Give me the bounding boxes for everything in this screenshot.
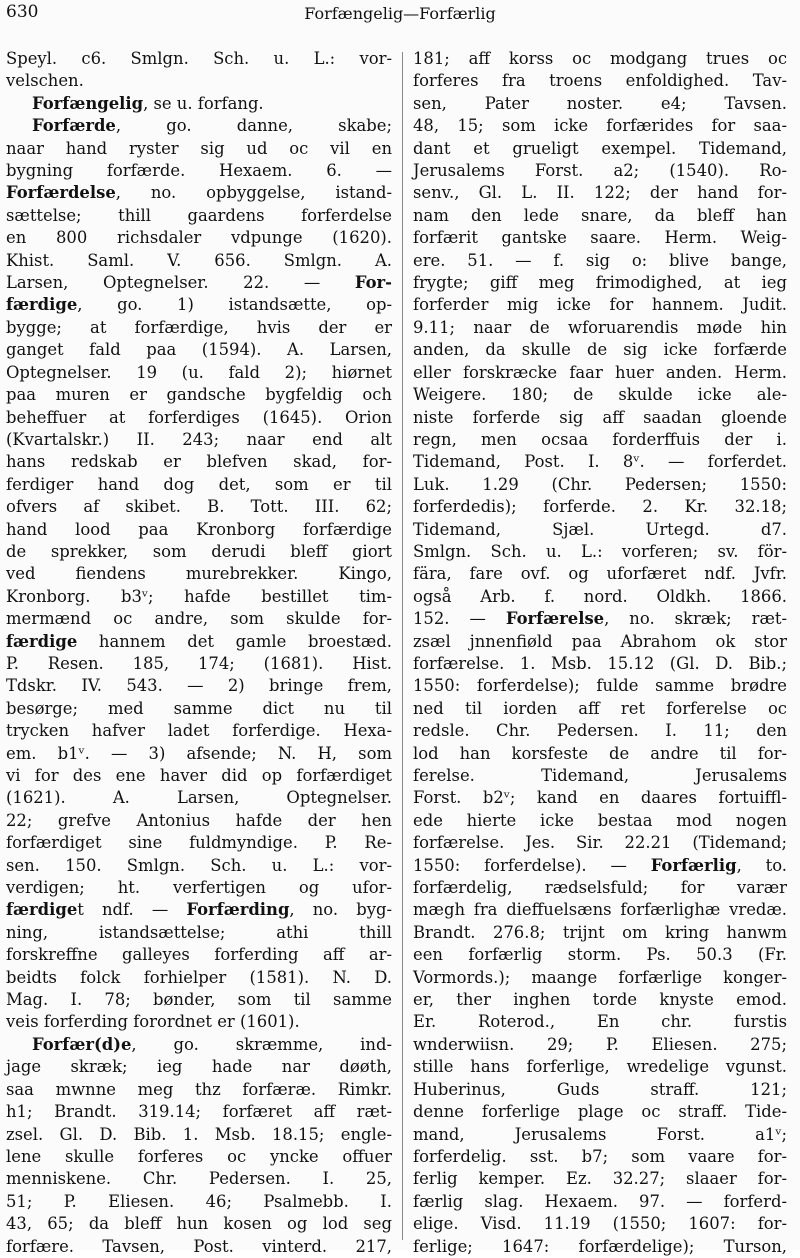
left-column-line: Optegnelser. 19 (u. fald 2); hiørnet: [6, 362, 392, 382]
right-column-line: forferes fra troens enfoldighed. Tav-: [413, 71, 787, 91]
left-column-line: Forfærde, go. danne, skabe;: [32, 116, 392, 136]
left-column-line: færdige, go. 1) istandsætte, op-: [6, 295, 392, 315]
right-column-line: elige. Visd. 11.19 (1550; 1607: for-: [413, 1214, 787, 1234]
right-column-line: Weigere. 180; de skulde icke ale-: [413, 385, 787, 405]
right-column-line: dant et grueligt exempel. Tidemand,: [413, 138, 787, 158]
left-column-line: bygning forfærde. Hexaem. 6. —: [6, 161, 392, 181]
left-column-line: Forfængelig, se u. forfang.: [32, 93, 264, 113]
left-column-line: beheffuer at forferdiges (1645). Orion: [6, 407, 392, 427]
right-column-line: frygte; giff meg frimodighed, at ieg: [413, 273, 787, 293]
right-column-line: 152. — Forfærelse, no. skræk; ræt-: [413, 609, 787, 629]
right-column-line: ferlig kemper. Ez. 32.27; slaaer for-: [413, 1169, 787, 1189]
left-column-line: Larsen, Optegnelser. 22. — For-: [6, 273, 392, 293]
right-column-line: forferder mig icke for hannem. Judit.: [413, 295, 787, 315]
right-column-line: er, ther inghen torde knyste emod.: [413, 990, 787, 1010]
left-column-line: Kronborg. b3ᵛ; hafde bestillet tim-: [6, 586, 392, 606]
left-column-line: sen. 150. Smlgn. Sch. u. L.: vor-: [6, 855, 392, 875]
right-column-line: een forfærlig storm. Ps. 50.3 (Fr.: [413, 945, 787, 965]
right-column-line: Smlgn. Sch. u. L.: vorferen; sv. för-: [413, 541, 787, 561]
right-column-line: Luk. 1.29 (Chr. Pedersen; 1550:: [413, 474, 787, 494]
right-column-line: fära, fare ovf. og uforfæret ndf. Jvfr.: [413, 564, 787, 584]
right-column-line: forfærelse. 1. Msb. 15.12 (Gl. D. Bib.;: [413, 653, 787, 673]
right-column-line: regn, men ocsaa forderffuis der i.: [413, 429, 787, 449]
left-column-line: en 800 richsdaler vdpunge (1620).: [6, 228, 392, 248]
left-column-line: 22; grefve Antonius hafde der hen: [6, 810, 392, 830]
right-column-line: wnderwiisn. 29; P. Eliesen. 275;: [413, 1034, 787, 1054]
left-column-line: ved fiendens murebrekker. Kingo,: [6, 564, 392, 584]
right-column-line: ferlige; 1647: forfærdelige); Turson,: [413, 1236, 787, 1256]
right-column-line: 9.11; naar de wforuarendis møde hin: [413, 317, 787, 337]
left-column-line: ning, istandsættelse; athi thill: [6, 922, 392, 942]
right-column-line: Brandt. 276.8; trijnt om kring hanwm: [413, 922, 787, 942]
left-column-line: (Kvartalskr.) II. 243; naar end alt: [6, 429, 392, 449]
left-column-line: Forfærdelse, no. opbyggelse, istand-: [6, 183, 392, 203]
left-column-line: 51; P. Eliesen. 46; Psalmebb. I.: [6, 1191, 392, 1211]
left-column-line: besørge; med samme dict nu til: [6, 698, 392, 718]
right-column-line: senv., Gl. L. II. 122; der hand for-: [413, 183, 787, 203]
page-header: [0, 0, 800, 40]
left-column-line: forskreffne galleyes forferding aff ar-: [6, 945, 392, 965]
left-column-line: trycken hafver ladet forferdige. Hexa-: [6, 721, 392, 741]
left-column-line: h1; Brandt. 319.14; forfæret aff ræt-: [6, 1102, 392, 1122]
left-column-line: Tdskr. IV. 543. — 2) bringe frem,: [6, 676, 392, 696]
right-column-line: lod han korsfeste de andre til for-: [413, 743, 787, 763]
left-column-line: færdiget ndf. — Forfærding, no. byg-: [6, 900, 392, 920]
left-column-line: naar hand ryster sig ud oc vil en: [6, 138, 392, 158]
left-column-line: 43, 65; da bleff hun kosen og lod seg: [6, 1214, 392, 1234]
left-column-line: ofvers af skibet. B. Tott. III. 62;: [6, 497, 392, 517]
left-column-line: em. b1ᵛ. — 3) afsende; N. H, som: [6, 743, 392, 763]
right-column-line: forferdedis); forferde. 2. Kr. 32.18;: [413, 497, 787, 517]
left-column-line: velschen.: [6, 71, 84, 91]
right-column-line: nam den lede snare, da bleff han: [413, 205, 787, 225]
right-column-line: anden, da skulle de sig icke forfærde: [413, 340, 787, 360]
left-column-line: Speyl. c6. Smlgn. Sch. u. L.: vor-: [6, 49, 392, 68]
right-column-line: 181; aff korss oc modgang trues oc: [413, 49, 787, 68]
right-column-line: sen, Pater noster. e4; Tavsen.: [413, 93, 787, 113]
left-column-line: Forfær(d)e, go. skræmme, ind-: [32, 1034, 392, 1054]
left-column: [6, 48, 392, 1256]
left-column-line: forfærdiget sine fuldmyndige. P. Re-: [6, 833, 392, 853]
right-column-line: forfærdelig, rædselsfuld; for varær: [413, 878, 787, 898]
right-column-line: mægh fra dieffuelsæns forfærlighæ vredæ.: [413, 900, 787, 920]
right-column-line: stille hans forferlige, wredelige vgunst.: [413, 1057, 787, 1077]
right-column-line: ede hierte icke bestaa mod nogen: [413, 810, 787, 830]
right-column-line: Forst. b2ᵛ; kand en daares fortuiffl-: [413, 788, 787, 808]
left-column-line: forfære. Tavsen, Post. vinterd. 217,: [6, 1236, 392, 1256]
left-column-line: hans redskab er blefven skad, for-: [6, 452, 392, 472]
right-column-line: også Arb. f. nord. Oldkh. 1866.: [413, 586, 787, 606]
left-column-line: lene skulle forferes oc yncke offuer: [6, 1146, 392, 1166]
column-divider: [402, 52, 403, 1240]
right-column-line: zsæl jnnenfiøld paa Abrahom ok stor: [413, 631, 787, 651]
left-column-line: mermænd oc andre, som skulde for-: [6, 609, 392, 629]
left-column-line: de sprekker, som derudi bleff giort: [6, 541, 392, 561]
left-column-line: ferdiger hand dog det, som er til: [6, 474, 392, 494]
right-column-line: forferdelig. sst. b7; som vaare for-: [413, 1146, 787, 1166]
left-column-line: zsel. Gl. D. Bib. 1. Msb. 18.15; engle-: [6, 1124, 392, 1144]
left-column-line: vi for des ene haver did op forfærdiget: [6, 766, 392, 785]
right-column: [413, 48, 788, 1256]
right-column-line: Vormords.); maange forfærlige konger-: [413, 967, 787, 987]
right-column-line: Huberinus, Guds straff. 121;: [413, 1079, 787, 1099]
left-column-line: sættelse; thill gaardens forferdelse: [6, 205, 392, 225]
right-column-line: færlig slag. Hexaem. 97. — forferd-: [413, 1191, 787, 1211]
right-column-line: 1550: forferdelse). — Forfærlig, to.: [413, 855, 788, 875]
right-column-line: Tidemand, Sjæl. Urtegd. d7.: [413, 519, 787, 539]
right-column-line: Jerusalems Forst. a2; (1540). Ro-: [413, 161, 787, 181]
page-number: 630: [6, 2, 39, 22]
right-column-line: niste forferde sig aff saadan gloende: [413, 407, 787, 427]
right-column-line: ere. 51. — f. sig o: blive bange,: [413, 250, 787, 270]
left-column-line: (1621). A. Larsen, Optegnelser.: [6, 788, 392, 808]
left-column-line: beidts folck forhielper (1581). N. D.: [6, 967, 392, 987]
right-column-line: redsle. Chr. Pedersen. I. 11; den: [413, 721, 787, 741]
left-column-line: ganget fald paa (1594). A. Larsen,: [6, 340, 392, 360]
right-column-line: Er. Roterod., En chr. furstis: [413, 1012, 787, 1032]
right-column-line: mand, Jerusalems Forst. a1ᵛ;: [413, 1124, 787, 1144]
left-column-line: verdigen; ht. verfertigen og ufor-: [6, 878, 392, 898]
left-column-line: P. Resen. 185, 174; (1681). Hist.: [6, 653, 392, 673]
left-column-line: jage skræk; ieg hade nar døøth,: [6, 1057, 392, 1077]
left-column-line: Mag. I. 78; bønder, som til samme: [6, 990, 392, 1010]
right-column-line: forfærelse. Jes. Sir. 22.21 (Tidemand;: [413, 833, 787, 853]
left-column-line: færdige hannem det gamle broestæd.: [6, 631, 392, 651]
right-column-line: 48, 15; som icke forfærides for saa-: [413, 116, 787, 136]
right-column-line: Tidemand, Post. I. 8ᵛ. — forferdet.: [413, 452, 787, 472]
right-column-line: ferelse. Tidemand, Jerusalems: [413, 766, 787, 785]
left-column-line: saa mwnne meg thz forfæræ. Rimkr.: [6, 1079, 392, 1099]
left-column-line: Khist. Saml. V. 656. Smlgn. A.: [6, 250, 392, 270]
right-column-line: denne forferlige plage oc straff. Tide-: [413, 1102, 787, 1122]
left-column-line: hand lood paa Kronborg forfærdige: [6, 519, 392, 539]
left-column-line: paa muren er gandsche bygfeldig och: [6, 385, 392, 405]
right-column-line: forfærit gantske saare. Herm. Weig-: [413, 228, 787, 248]
right-column-line: 1550: forferdelse); fulde samme brødre: [413, 676, 787, 696]
right-column-line: ned til iorden aff ret forferelse oc: [413, 698, 787, 718]
left-column-line: menniskene. Chr. Pedersen. I. 25,: [6, 1169, 392, 1189]
left-column-line: veis forferding forordnet er (1601).: [6, 1012, 300, 1032]
running-head: Forfængelig—Forfærlig: [304, 4, 496, 23]
right-column-line: eller forskræcke faar huer anden. Herm.: [413, 362, 787, 382]
left-column-line: bygge; at forfærdige, hvis der er: [6, 317, 392, 337]
